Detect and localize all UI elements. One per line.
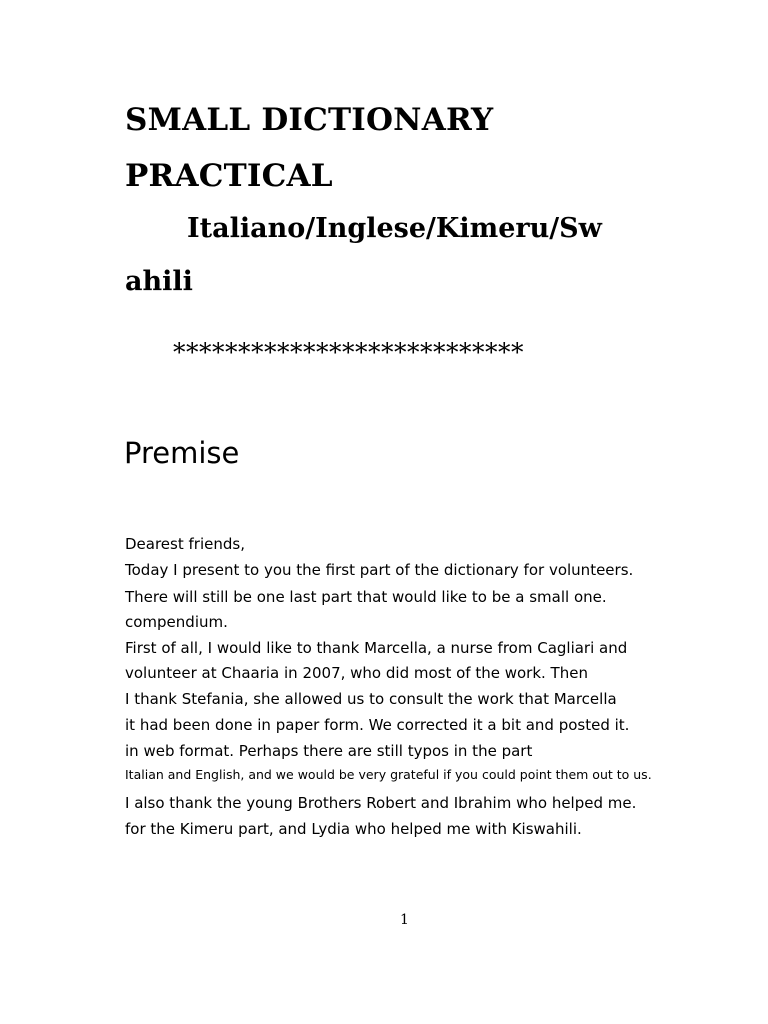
paragraph-line: First of all, I would like to thank Marcella, a nurse from Cagliari and bbox=[125, 639, 628, 657]
paragraph-line: it had been done in paper form. We corrected it a bit and posted it. bbox=[125, 716, 630, 734]
document-title-line-2: PRACTICAL bbox=[125, 158, 333, 194]
paragraph-line: Dearest friends, bbox=[125, 535, 245, 553]
paragraph-line: Italian and English, and we would be very grateful if you could point them out to us. bbox=[125, 767, 652, 782]
asterisk-separator: *************************** bbox=[173, 338, 524, 367]
paragraph-line: I also thank the young Brothers Robert and Ibrahim who helped me. bbox=[125, 794, 637, 812]
document-subtitle-line-1: Italiano/Inglese/Kimeru/Sw bbox=[187, 213, 602, 244]
paragraph-line: There will still be one last part that would like to be a small one. bbox=[125, 588, 607, 606]
paragraph-line: in web format. Perhaps there are still typos in the part bbox=[125, 742, 533, 760]
paragraph-line: compendium. bbox=[125, 613, 228, 631]
section-heading: Premise bbox=[124, 436, 240, 470]
page-number: 1 bbox=[400, 912, 409, 928]
paragraph-line: for the Kimeru part, and Lydia who helped me with Kiswahili. bbox=[125, 820, 582, 838]
document-subtitle-line-2: ahili bbox=[125, 266, 193, 297]
document-title-line-1: SMALL DICTIONARY bbox=[125, 102, 494, 138]
paragraph-line: I thank Stefania, she allowed us to consult the work that Marcella bbox=[125, 690, 617, 708]
paragraph-line: Today I present to you the first part of the dictionary for volunteers. bbox=[125, 561, 634, 579]
paragraph-line: volunteer at Chaaria in 2007, who did most of the work. Then bbox=[125, 664, 588, 682]
